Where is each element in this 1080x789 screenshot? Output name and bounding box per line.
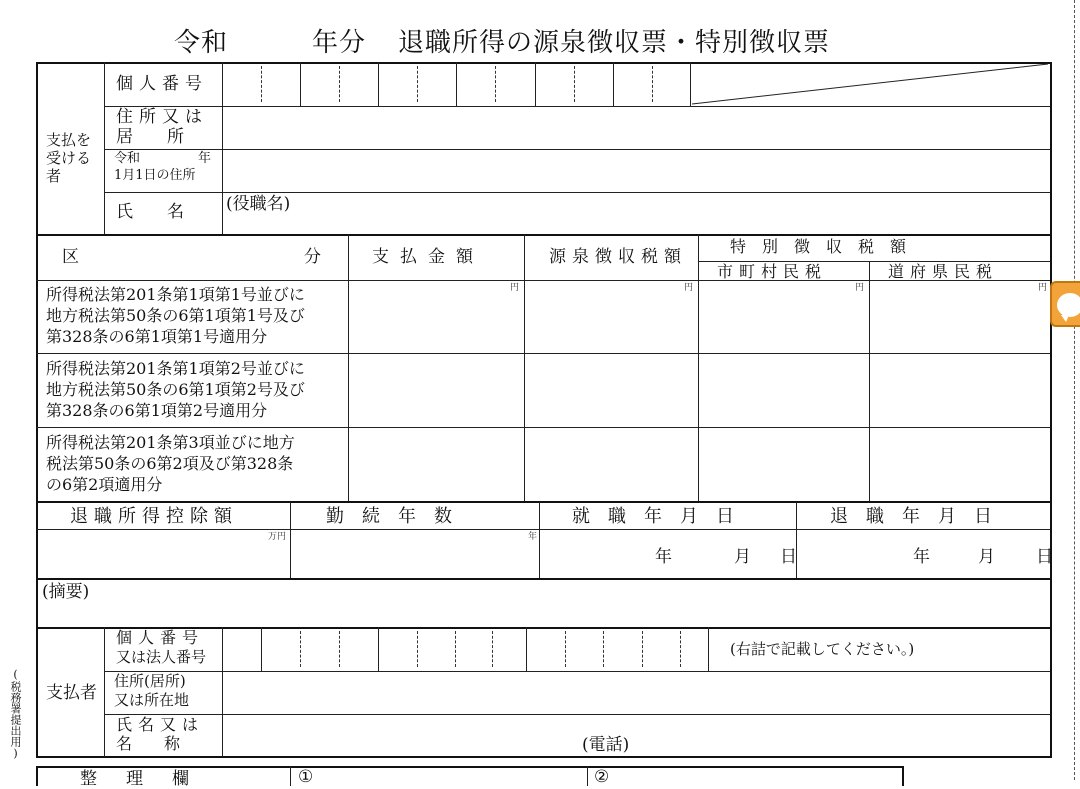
divider bbox=[455, 631, 456, 667]
payer-number-label-2: 又は法人番号 bbox=[116, 648, 207, 666]
retirement-year-unit: 年 bbox=[913, 547, 930, 567]
divider bbox=[290, 502, 291, 578]
row-1-prefectural-unit: 円 bbox=[1038, 283, 1048, 293]
payer-address-label-1: 住所(居所) bbox=[114, 672, 186, 690]
divider bbox=[290, 766, 291, 786]
header-withholding: 源泉徴収税額 bbox=[549, 247, 687, 267]
divider bbox=[526, 627, 527, 671]
header-special: 特 別 徴 収 税 額 bbox=[730, 237, 907, 256]
divider bbox=[1050, 627, 1052, 757]
payer-name-label-1: 氏名又は bbox=[116, 715, 205, 734]
divider bbox=[261, 627, 262, 671]
employment-month-unit: 月 bbox=[734, 547, 751, 567]
divider bbox=[104, 714, 1050, 715]
payer-name-label-2: 名 称 bbox=[116, 734, 181, 753]
row-1-line-1: 所得税法第201条第1項第1号並びに bbox=[46, 285, 305, 304]
divider bbox=[680, 631, 681, 667]
divider bbox=[36, 353, 1050, 354]
row-1-withholding-unit: 円 bbox=[684, 283, 694, 293]
divider bbox=[300, 62, 301, 106]
payer-address-label-2: 又は所在地 bbox=[114, 691, 190, 709]
divider bbox=[869, 261, 870, 502]
divider bbox=[603, 631, 604, 667]
divider bbox=[261, 66, 262, 102]
divider bbox=[36, 427, 1050, 428]
page-edge bbox=[1074, 0, 1075, 780]
my-number-label: 個人番号 bbox=[116, 74, 208, 94]
divider bbox=[36, 766, 38, 786]
divider bbox=[492, 631, 493, 667]
payer-number-label-1: 個人番号 bbox=[116, 628, 205, 647]
retirement-month-unit: 月 bbox=[978, 547, 995, 567]
row-3-line-3: の6第2項適用分 bbox=[46, 475, 163, 494]
title-year-suffix: 年分 bbox=[312, 28, 367, 58]
employment-day-unit: 日 bbox=[780, 547, 797, 567]
service-years-unit: 年 bbox=[528, 532, 538, 542]
divider bbox=[587, 766, 588, 786]
side-note: (税務署提出用) bbox=[9, 668, 22, 760]
payer-section-label: 支払者 bbox=[46, 683, 97, 703]
header-category-2: 分 bbox=[304, 247, 321, 267]
title-label: (役職名) bbox=[226, 194, 291, 214]
divider bbox=[222, 627, 223, 757]
row-1-municipal-unit: 円 bbox=[855, 283, 865, 293]
row-1-label bbox=[46, 284, 305, 347]
speech-bubble-icon bbox=[1057, 293, 1080, 317]
remarks-label: (摘要) bbox=[42, 582, 90, 602]
row-1-line-2: 地方税法第50条の6第1項第1号及び bbox=[46, 306, 305, 325]
row-2-line-2: 地方税法第50条の6第1項第2号及び bbox=[46, 380, 305, 399]
divider bbox=[36, 627, 38, 757]
jan1-address-label: 1月1日の住所 bbox=[114, 168, 196, 183]
divider bbox=[652, 66, 653, 102]
divider bbox=[36, 756, 1052, 758]
row-1-payment-unit: 円 bbox=[510, 283, 520, 293]
divider bbox=[104, 149, 1050, 150]
address-label-1: 住所又は bbox=[116, 107, 208, 127]
divider bbox=[902, 766, 904, 786]
divider bbox=[36, 529, 1050, 530]
admin-label: 整 理 欄 bbox=[80, 769, 195, 789]
payer-number-note: (右詰で記載してください。) bbox=[730, 640, 915, 658]
header-municipal: 市町村民税 bbox=[717, 262, 828, 281]
divider bbox=[642, 631, 643, 667]
header-category: 区 bbox=[62, 247, 79, 267]
row-2-label bbox=[46, 358, 305, 421]
retirement-day-unit: 日 bbox=[1036, 547, 1053, 567]
divider bbox=[104, 106, 1050, 107]
divider bbox=[613, 62, 614, 106]
row-3-line-2: 税法第50条の6第2項及び第328条 bbox=[46, 454, 294, 473]
divider bbox=[539, 502, 540, 578]
admin-circle-2: ② bbox=[594, 767, 610, 787]
employment-year-unit: 年 bbox=[655, 547, 672, 567]
divider bbox=[495, 66, 496, 102]
divider bbox=[456, 62, 457, 106]
divider bbox=[535, 62, 536, 106]
divider bbox=[378, 627, 379, 671]
row-3-line-1: 所得税法第201条第3項並びに地方 bbox=[46, 433, 295, 452]
jan1-year: 年 bbox=[198, 151, 212, 166]
title-era: 令和 bbox=[174, 28, 229, 58]
frame-right bbox=[1050, 62, 1052, 628]
header-prefectural: 道府県民税 bbox=[888, 262, 999, 281]
recipient-section-label: 支払を受ける者 bbox=[46, 131, 92, 185]
divider bbox=[104, 192, 1050, 193]
divider bbox=[565, 631, 566, 667]
divider bbox=[378, 62, 379, 106]
row-1-line-3: 第328条の6第1項第1号適用分 bbox=[46, 327, 268, 346]
divider bbox=[36, 501, 1052, 503]
name-label: 氏 名 bbox=[116, 202, 184, 222]
divider bbox=[222, 62, 223, 234]
divider bbox=[417, 66, 418, 102]
divider bbox=[36, 578, 1052, 580]
divider bbox=[574, 66, 575, 102]
payer-phone-label: (電話) bbox=[582, 735, 630, 755]
divider bbox=[708, 627, 709, 671]
divider bbox=[104, 62, 105, 234]
title-main: 退職所得の源泉徴収票・特別徴収票 bbox=[398, 28, 831, 58]
admin-circle-1: ① bbox=[298, 767, 314, 787]
row-2-line-1: 所得税法第201条第1項第2号並びに bbox=[46, 359, 305, 378]
jan1-era: 令和 bbox=[114, 151, 141, 166]
divider bbox=[524, 234, 525, 502]
row-2-line-3: 第328条の6第1項第2号適用分 bbox=[46, 401, 268, 420]
divider bbox=[104, 627, 105, 757]
header-payment: 支払金額 bbox=[372, 247, 484, 267]
divider bbox=[36, 766, 904, 768]
divider bbox=[348, 234, 349, 502]
employment-date-label: 就 職 年 月 日 bbox=[572, 506, 734, 527]
retirement-date-label: 退 職 年 月 日 bbox=[830, 506, 992, 527]
comment-tab-icon[interactable] bbox=[1050, 281, 1080, 327]
divider bbox=[339, 66, 340, 102]
row-3-label bbox=[46, 432, 295, 495]
deduction-unit: 万円 bbox=[268, 532, 287, 542]
divider bbox=[36, 234, 1052, 236]
frame-left bbox=[36, 62, 38, 628]
service-years-label: 勤 続 年 数 bbox=[326, 506, 452, 527]
divider bbox=[104, 671, 1050, 672]
diagonal-strike bbox=[690, 62, 1050, 106]
address-label-2: 居 所 bbox=[116, 127, 184, 147]
divider bbox=[300, 631, 301, 667]
deduction-label: 退職所得控除額 bbox=[70, 506, 238, 527]
divider bbox=[698, 234, 699, 502]
divider bbox=[339, 631, 340, 667]
divider bbox=[417, 631, 418, 667]
